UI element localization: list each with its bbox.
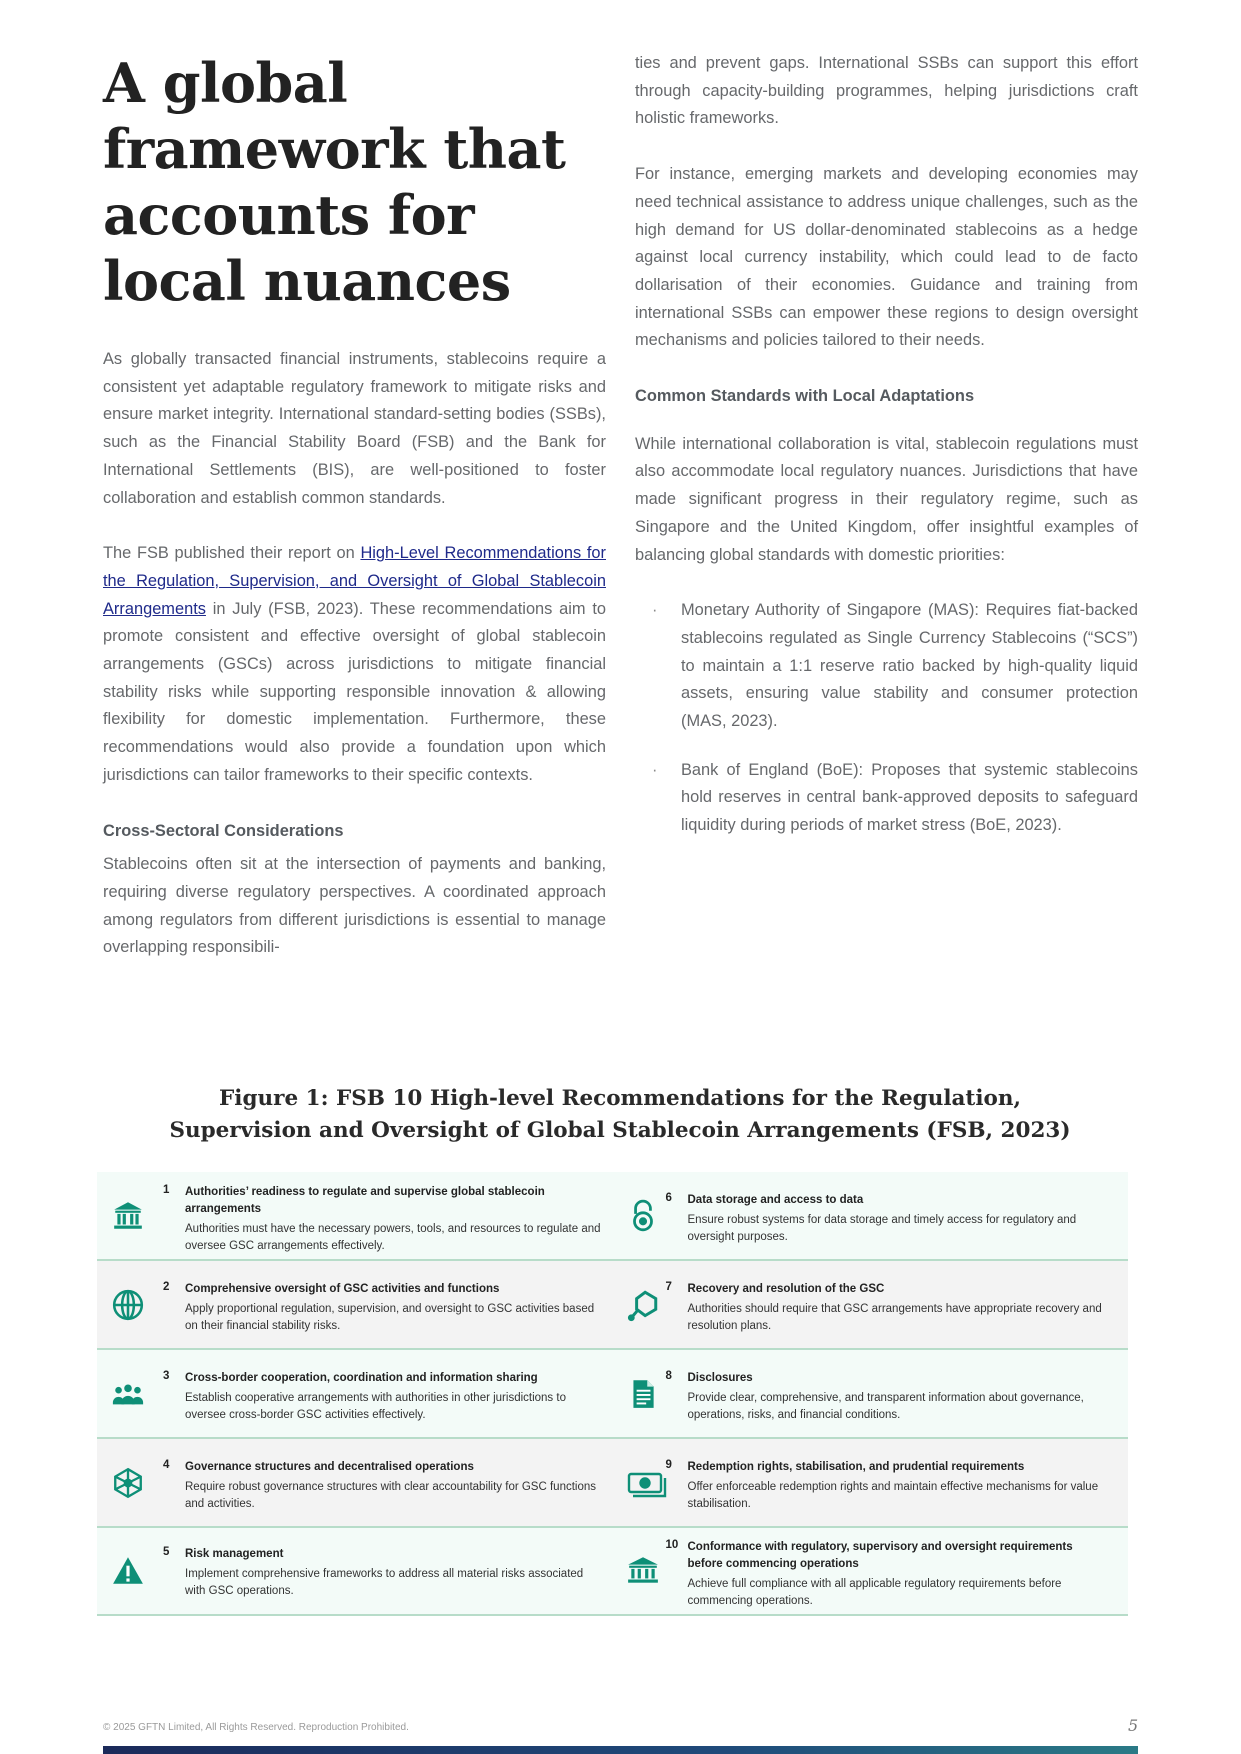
bullet-mark: ·: [652, 601, 658, 620]
table-row: [97, 1172, 1128, 1261]
warning-icon: [111, 1554, 145, 1588]
bullet-boe: [635, 757, 1138, 840]
recommendation-10: [613, 1528, 1129, 1614]
cross-sectoral-paragraph: Stablecoins often sit at the intersection of payments and banking, requiring diverse regulatory perspectives. A coordinated approach among regulators from different jurisdictions is essential to manage overlapping responsibili-: [103, 855, 606, 957]
item-description: Authorities must have the necessary powers, tools, and resources to regulate and oversee GSC arrangements effectively.: [185, 1223, 601, 1252]
item-description: Ensure robust systems for data storage and timely access for regulatory and oversight purposes.: [687, 1214, 1077, 1243]
recommendation-5: [97, 1528, 613, 1614]
item-description: Achieve full compliance with all applicable regulatory requirements before commencing operations.: [687, 1578, 1062, 1607]
left-column: [103, 346, 606, 962]
people-icon: [111, 1377, 145, 1411]
fsb-report-text-after: in July (FSB, 2023). These recommendations aim to promote consistent and effective oversight of global stablecoin arrangements (GSCs) across jurisdictions to mitigate financial stability risks while supporting responsible innovation & allowing flexibility for domestic implementation. Furthermore, these recommendations would also provide a foundation upon which jurisdictions can tailor frameworks to their specific contexts.: [103, 599, 606, 784]
table-row: [97, 1439, 1128, 1528]
right-column: [635, 50, 1138, 861]
item-heading: Conformance with regulatory, supervisory and oversight requirements before commencing operations: [687, 1541, 1073, 1570]
bullet-text: Monetary Authority of Singapore (MAS): Requires fiat-backed stablecoins regulated as Single Currency Stablecoins (“SCS”) to maintain a 1:1 reserve ratio backed by high-quality liquid assets, ensuring value stability and consumer protection (MAS, 2023).: [681, 601, 1138, 731]
item-number: 3: [163, 1370, 170, 1382]
item-number: 8: [665, 1370, 672, 1382]
table-row: [97, 1528, 1128, 1616]
item-heading: Risk management: [185, 1548, 284, 1560]
item-number: 7: [665, 1281, 672, 1293]
bullet-mark: ·: [652, 760, 658, 779]
intro-paragraph: As globally transacted financial instruments, stablecoins require a consistent yet adaptable regulatory framework to mitigate risks and ensure market integrity. International standard-setting bodies (SSBs), such as the Financial Stability Board (FSB) and the Bank for International Settlements (BIS), are well-positioned to foster collaboration and establish common standards.: [103, 350, 606, 507]
jurisdiction-bullet-list: [635, 597, 1138, 840]
network-icon: [111, 1466, 145, 1500]
local-adaptations-paragraph: While international collaboration is vital, stablecoin regulations must also accommodate local regulatory nuances. Jurisdictions that have made significant progress in their regulatory regime, such as Singapore and the United Kingdom, offer insightful examples of balancing global standards with domestic priorities:: [635, 434, 1138, 564]
recommendation-3: [97, 1350, 613, 1437]
figure-title: Figure 1: FSB 10 High-level Recommendations for the Regulation, Supervision and Oversight of Global Stablecoin Arrangements (FSB, 2023): [169, 1086, 1071, 1143]
item-description: Offer enforceable redemption rights and maintain effective mechanisms for value stabilisation.: [687, 1481, 1099, 1510]
item-heading: Authorities’ readiness to regulate and supervise global stablecoin arrangements: [185, 1186, 545, 1215]
item-description: Establish cooperative arrangements with authorities in other jurisdictions to oversee cross-border GSC activities effectively.: [185, 1392, 566, 1421]
item-number: 10: [665, 1539, 679, 1551]
item-heading: Comprehensive oversight of GSC activities and functions: [185, 1283, 500, 1295]
item-heading: Cross-border cooperation, coordination and information sharing: [185, 1372, 538, 1384]
item-heading: Redemption rights, stabilisation, and prudential requirements: [687, 1461, 1025, 1473]
continued-paragraph: ties and prevent gaps. International SSBs can support this effort through capacity-building programmes, helping jurisdictions craft holistic frameworks.: [635, 54, 1138, 128]
bullet-mas: [635, 597, 1138, 736]
item-number: 4: [163, 1459, 170, 1471]
fsb-report-paragraph: [103, 540, 606, 789]
document-icon: [626, 1377, 660, 1411]
item-description: Authorities should require that GSC arrangements have appropriate recovery and resolution plans.: [687, 1303, 1102, 1332]
table-row: [97, 1350, 1128, 1439]
item-number: 9: [665, 1459, 672, 1471]
fsb-report-text-before: The FSB published their report on: [103, 544, 361, 563]
money-icon: [626, 1466, 668, 1500]
recommendation-8: [613, 1350, 1129, 1437]
footer-bar: [103, 1746, 1138, 1754]
page-title: A global framework that accounts for local nuances: [103, 51, 566, 313]
bank-icon: [111, 1199, 145, 1233]
recommendation-6: [613, 1172, 1129, 1259]
item-heading: Recovery and resolution of the GSC: [687, 1283, 885, 1295]
recommendation-4: [97, 1439, 613, 1526]
item-number: 6: [665, 1192, 672, 1204]
cross-sectoral-heading: Cross-Sectoral Considerations: [103, 821, 344, 840]
item-heading: Disclosures: [687, 1372, 753, 1384]
recommendation-7: [613, 1261, 1129, 1348]
table-row: [97, 1261, 1128, 1350]
item-heading: Governance structures and decentralised operations: [185, 1461, 474, 1473]
lock-icon: [626, 1199, 660, 1233]
recommendations-table: [97, 1172, 1128, 1616]
recommendation-9: [613, 1439, 1129, 1526]
copyright-notice: © 2025 GFTN Limited, All Rights Reserved. Reproduction Prohibited.: [103, 1722, 409, 1733]
emerging-markets-paragraph: For instance, emerging markets and developing economies may need technical assistance to address unique challenges, such as the high demand for US dollar-denominated stablecoins as a hedge against local currency instability, which could lead to de facto dollarisation of their economies. Guidance and training from international SSBs can empower these regions to design oversight mechanisms and policies tailored to their needs.: [635, 165, 1138, 350]
item-heading: Data storage and access to data: [687, 1194, 864, 1206]
item-description: Apply proportional regulation, supervision, and oversight to GSC activities based on their financial stability risks.: [185, 1303, 595, 1332]
item-description: Provide clear, comprehensive, and transparent information about governance, operations, risks, and financial conditions.: [687, 1392, 1084, 1421]
item-description: Implement comprehensive frameworks to address all material risks associated with GSC operations.: [185, 1568, 584, 1597]
globe-icon: [111, 1288, 145, 1322]
recommendation-1: [97, 1172, 613, 1259]
item-number: 1: [163, 1184, 170, 1196]
recommendation-2: [97, 1261, 613, 1348]
bullet-text: Bank of England (BoE): Proposes that systemic stablecoins hold reserves in central bank-approved deposits to safeguard liquidity during periods of market stress (BoE, 2023).: [681, 760, 1138, 835]
fsb-report-link[interactable]: High-Level Recommendations for the Regulation, Supervision, and Oversight of Global Stablecoin Arrangements: [103, 544, 606, 618]
local-adaptations-heading: Common Standards with Local Adaptations: [635, 387, 975, 406]
institution-icon: [626, 1554, 660, 1588]
item-number: 5: [163, 1546, 170, 1558]
item-description: Require robust governance structures with clear accountability for GSC functions and activities.: [185, 1481, 597, 1510]
item-number: 2: [163, 1281, 170, 1293]
recovery-icon: [626, 1288, 660, 1322]
page-number: 5: [1128, 1716, 1139, 1735]
